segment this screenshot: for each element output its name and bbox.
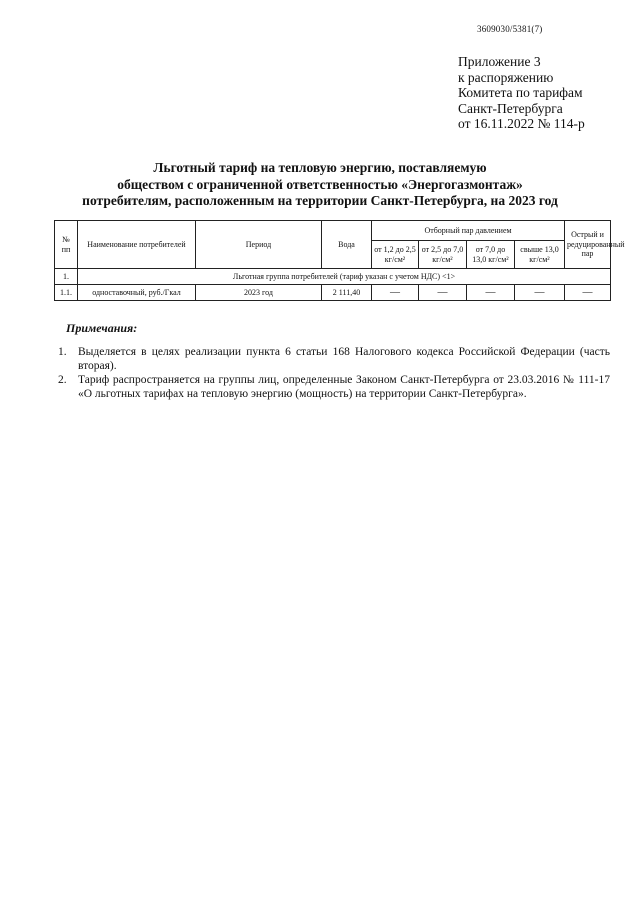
header-period: Период bbox=[196, 221, 322, 269]
title-line: обществом с ограниченной ответственностью «Энергогазмонтаж» bbox=[117, 176, 523, 192]
notes-title: Примечания: bbox=[66, 321, 138, 335]
notes-list bbox=[54, 345, 610, 401]
document-title bbox=[0, 160, 640, 210]
note-number: 1. bbox=[58, 346, 67, 358]
appendix-line: Комитета по тарифам bbox=[458, 85, 583, 100]
header-sharp-steam: Острый и редуцированный пар bbox=[565, 221, 611, 269]
appendix-line: к распоряжению bbox=[458, 69, 554, 85]
period-cell: 2023 год bbox=[196, 285, 322, 301]
tariff-table bbox=[54, 220, 625, 301]
row-num: 1. bbox=[55, 269, 78, 285]
group-label: Льготная группа потребителей (тариф указан с учетом НДС) <1> bbox=[78, 269, 611, 285]
sharp-steam-cell: — bbox=[565, 285, 611, 301]
header-steam-1: от 1,2 до 2,5 кг/см² bbox=[372, 241, 419, 269]
note-item bbox=[54, 345, 610, 373]
note-text: Выделяется в целях реализации пункта 6 статьи 168 Налогового кодекса Российской Федерации (часть вторая). bbox=[78, 346, 610, 372]
header-water: Вода bbox=[322, 221, 372, 269]
header-steam-3: от 7,0 до 13,0 кг/см² bbox=[467, 241, 515, 269]
row-num: 1.1. bbox=[55, 285, 78, 301]
steam-2-cell: — bbox=[419, 285, 467, 301]
table-row bbox=[55, 285, 611, 301]
appendix-line: Приложение 3 bbox=[458, 54, 541, 69]
header-num: № пп bbox=[55, 221, 78, 269]
header-steam: Отборный пар давлением bbox=[372, 221, 565, 241]
table-row bbox=[55, 269, 611, 285]
title-line: Льготный тариф на тепловую энергию, поставляемую bbox=[153, 160, 487, 175]
note-number: 2. bbox=[58, 374, 67, 386]
appendix-block bbox=[458, 54, 585, 132]
consumer-cell: одноставочный, руб./Гкал bbox=[78, 285, 196, 301]
header-steam-2: от 2,5 до 7,0 кг/см² bbox=[419, 241, 467, 269]
note-item bbox=[54, 373, 610, 401]
document-number: 3609030/5381(7) bbox=[477, 24, 543, 34]
title-line: потребителям, расположенным на территории Санкт-Петербурга, на 2023 год bbox=[82, 193, 558, 208]
steam-1-cell: — bbox=[372, 285, 419, 301]
steam-4-cell: — bbox=[515, 285, 565, 301]
appendix-line: Санкт-Петербурга bbox=[458, 100, 563, 116]
steam-3-cell: — bbox=[467, 285, 515, 301]
note-text: Тариф распространяется на группы лиц, определенные Законом Санкт-Петербурга от 23.03.2016 № 111-17 «О льготных тарифах на тепловую энергию (мощность) на территории Санкт-Петербурга». bbox=[78, 374, 610, 400]
header-consumers: Наименование потребителей bbox=[78, 221, 196, 269]
header-steam-4: свыше 13,0 кг/см² bbox=[515, 241, 565, 269]
appendix-line: от 16.11.2022 № 114-р bbox=[458, 116, 585, 131]
water-cell: 2 111,40 bbox=[322, 285, 372, 301]
